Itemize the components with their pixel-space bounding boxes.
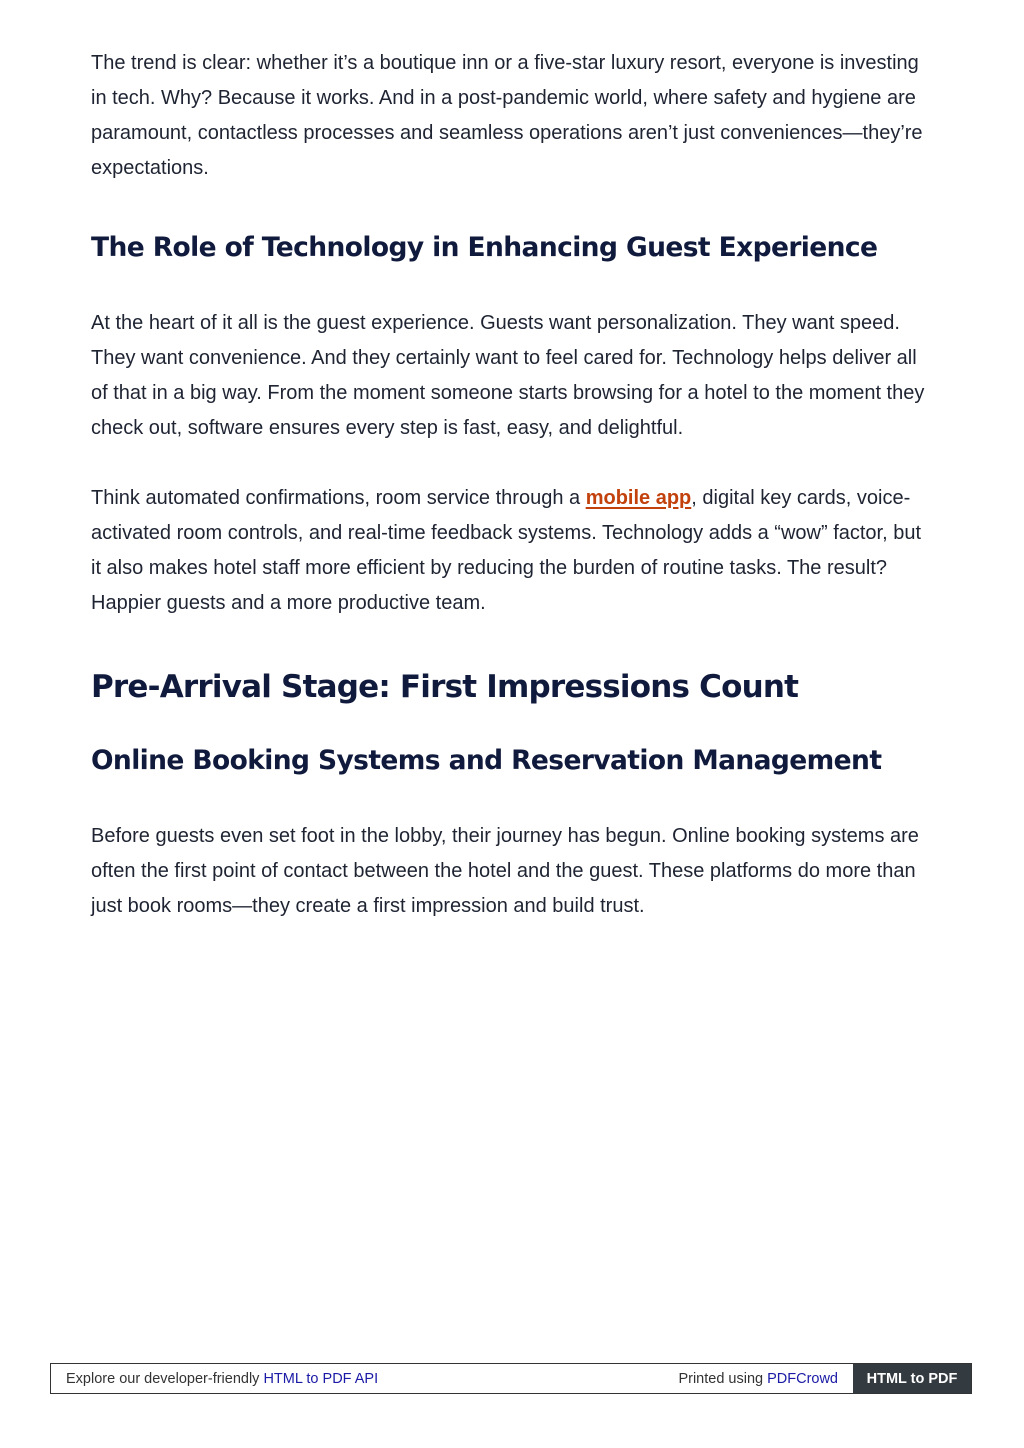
mobile-app-link[interactable]: mobile app — [585, 487, 692, 509]
html-to-pdf-button[interactable]: HTML to PDF — [853, 1364, 971, 1393]
pdfcrowd-link[interactable]: PDFCrowd — [767, 1370, 838, 1387]
section-heading-pre-arrival: Pre-Arrival Stage: First Impressions Count — [91, 669, 799, 705]
pdfcrowd-footer-banner — [50, 1363, 972, 1394]
automation-paragraph — [91, 481, 936, 621]
automation-text-end: , digital key cards, voice-activated room controls, and real-time feedback systems. Technology adds a “wow” factor, but it also makes hotel staff more efficient by reducing the burden of routine tasks. The result? Happier guests and a more productive team. — [91, 487, 922, 614]
subsection-heading-online-booking: Online Booking Systems and Reservation Management — [91, 745, 882, 776]
footer-printed-text: Printed using — [678, 1370, 764, 1387]
guest-experience-paragraph: At the heart of it all is the guest experience. Guests want personalization. They want speed. They want convenience. And they certainly want to feel cared for. Technology helps deliver all of that in a big way. From the moment someone starts browsing for a hotel to the moment they check out, software ensures every step is fast, easy, and delightful. — [91, 312, 925, 439]
automation-text-start: Think automated confirmations, room service through a — [91, 487, 586, 509]
html-to-pdf-api-link[interactable]: HTML to PDF API — [263, 1370, 379, 1387]
footer-explore-text: Explore our developer-friendly — [66, 1370, 260, 1387]
section-heading-technology-role: The Role of Technology in Enhancing Guest Experience — [91, 232, 878, 263]
article-body — [91, 46, 936, 924]
footer-printed — [678, 1364, 853, 1393]
intro-paragraph: The trend is clear: whether it’s a boutique inn or a five-star luxury resort, everyone is investing in tech. Why? Because it works. And in a post-pandemic world, where safety and hygiene are paramount, contactless processes and seamless operations aren’t just conveniences—they’re expectations. — [91, 52, 923, 179]
footer-explore — [51, 1364, 678, 1393]
booking-paragraph: Before guests even set foot in the lobby, their journey has begun. Online booking systems are often the first point of contact between the hotel and the guest. These platforms do more than just book rooms—they create a first impression and build trust. — [91, 825, 919, 917]
